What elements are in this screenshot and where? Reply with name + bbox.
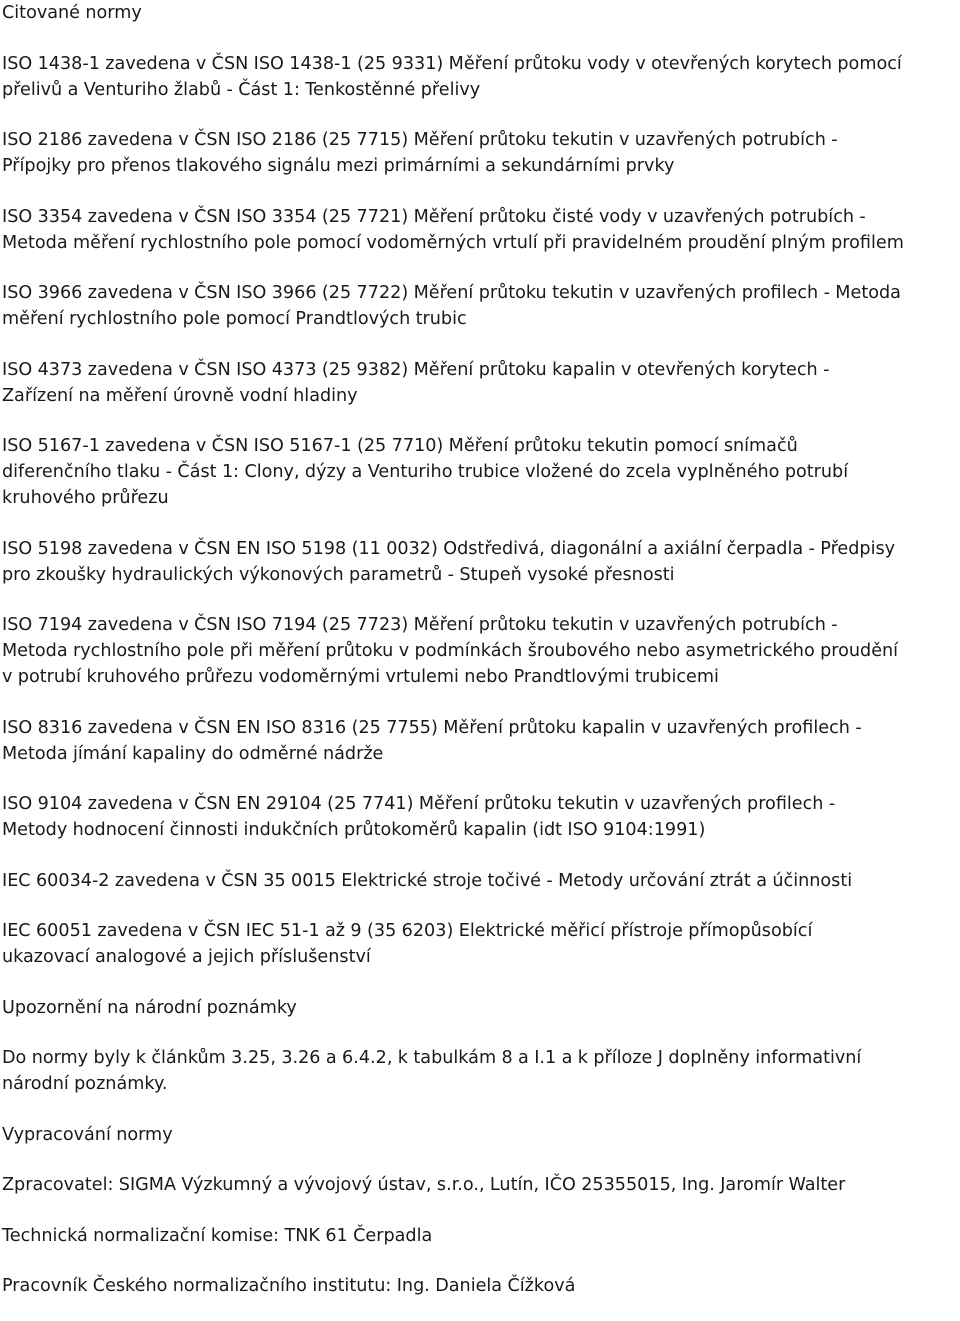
norm-entry-iec-60051: IEC 60051 zavedena v ČSN IEC 51-1 až 9 (35 6203) Elektrické měřicí přístroje přímopůsobící ukazovací analogové a jejich příslušenství xyxy=(2,921,813,967)
cited-norms-heading: Citované normy xyxy=(2,3,142,23)
norm-entry-iso-1438-1: ISO 1438-1 zavedena v ČSN ISO 1438-1 (25 9331) Měření průtoku vody v otevřených korytech pomocí přelivů a Venturiho žlabů - Část 1: Tenkostěnné přelivy xyxy=(2,53,902,100)
norm-entry-iso-8316: ISO 8316 zavedena v ČSN EN ISO 8316 (25 7755) Měření průtoku kapalin v uzavřených profilech - Metoda jímání kapaliny do odměrné nádrže xyxy=(2,717,862,764)
committee-line: Technická normalizační komise: TNK 61 Čerpadla xyxy=(2,1225,433,1246)
national-note-text: Do normy byly k článkům 3.25, 3.26 a 6.4.2, k tabulkám 8 a I.1 a k příloze J doplněny informativní národní poznámky. xyxy=(2,1048,862,1094)
norm-entry-iso-5167-1: ISO 5167-1 zavedena v ČSN ISO 5167-1 (25 7710) Měření průtoku tekutin pomocí snímačů diferenčního tlaku - Část 1: Clony, dýzy a Venturiho trubice vložené do zcela vyplněného potrubí kruhového průřezu xyxy=(2,436,849,508)
institute-worker-line: Pracovník Českého normalizačního institutu: Ing. Daniela Čížková xyxy=(2,1276,576,1296)
norm-entry-iso-4373: ISO 4373 zavedena v ČSN ISO 4373 (25 9382) Měření průtoku kapalin v otevřených korytech - Zařízení na měření úrovně vodní hladiny xyxy=(2,359,830,406)
norm-entry-iso-5198: ISO 5198 zavedena v ČSN EN ISO 5198 (11 0032) Odstředivá, diagonální a axiální čerpadla - Předpisy pro zkoušky hydraulických výkonových parametrů - Stupeň vysoké přesnosti xyxy=(2,538,896,585)
document-page xyxy=(2,0,958,1299)
norm-entry-iso-2186: ISO 2186 zavedena v ČSN ISO 2186 (25 7715) Měření průtoku tekutin v uzavřených potrubích - Přípojky pro přenos tlakového signálu mezi primárními a sekundárními prvky xyxy=(2,130,838,176)
norm-entry-iso-3966: ISO 3966 zavedena v ČSN ISO 3966 (25 7722) Měření průtoku tekutin v uzavřených profilech - Metoda měření rychlostního pole pomocí Prandtlových trubic xyxy=(2,283,901,329)
norm-entry-iso-9104: ISO 9104 zavedena v ČSN EN 29104 (25 7741) Měření průtoku tekutin v uzavřených profilech - Metody hodnocení činnosti indukčních průtokoměrů kapalin (idt ISO 9104:1991) xyxy=(2,794,836,840)
preparation-heading: Vypracování normy xyxy=(2,1124,173,1145)
norm-entry-iso-7194: ISO 7194 zavedena v ČSN ISO 7194 (25 7723) Měření průtoku tekutin v uzavřených potrubích - Metoda rychlostního pole při měření průtoku v podmínkách šroubového nebo asymetrického proudění v potrubí kruhového průřezu vodoměrnými vrtulemi nebo Prandtlovými trubicemi xyxy=(2,615,899,687)
norm-entry-iec-60034-2: IEC 60034-2 zavedena v ČSN 35 0015 Elektrické stroje točivé - Metody určování ztrát a účinnosti xyxy=(2,870,853,891)
norm-entry-iso-3354: ISO 3354 zavedena v ČSN ISO 3354 (25 7721) Měření průtoku čisté vody v uzavřených potrubích - Metoda měření rychlostního pole pomocí vodoměrných vrtulí při pravidelném proudění plným profilem xyxy=(2,206,904,253)
national-note-heading: Upozornění na národní poznámky xyxy=(2,997,297,1018)
processor-line: Zpracovatel: SIGMA Výzkumný a vývojový ústav, s.r.o., Lutín, IČO 25355015, Ing. Jaromír Walter xyxy=(2,1175,846,1195)
